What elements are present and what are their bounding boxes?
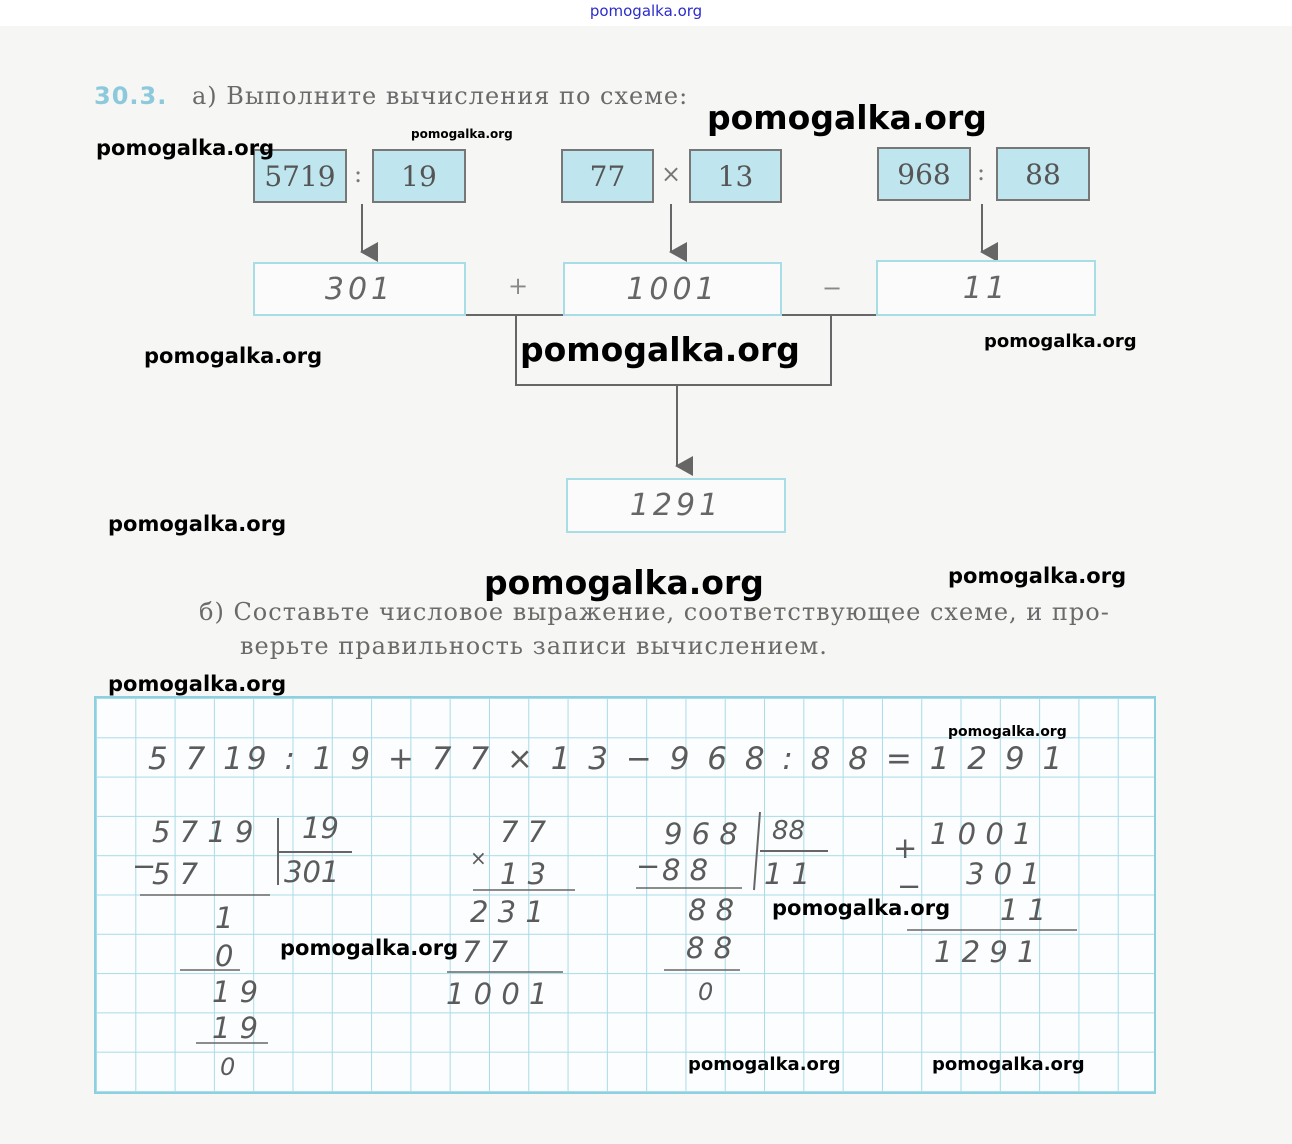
watermark: pomogalka.org — [411, 127, 513, 141]
addsub-b: 3 0 1 — [966, 857, 1040, 891]
div2-step-1: 8 8 — [662, 853, 709, 887]
watermark: pomogalka.org — [948, 724, 1067, 740]
result-box-1001: 1001 — [563, 262, 782, 316]
final-result-box: 1291 — [566, 478, 786, 533]
part-b-line2: верьте правильность записи вычислением. — [240, 632, 828, 660]
box-88: 88 — [996, 147, 1090, 201]
watermark: pomogalka.org — [688, 1054, 841, 1075]
div1-dividend: 5 7 1 9 — [152, 815, 254, 849]
watermark: pomogalka.org — [484, 563, 764, 602]
site-link[interactable]: pomogalka.org — [589, 2, 703, 20]
problem-number: 30.3. — [94, 82, 168, 110]
expression-line: 5 7 19 : 1 9 + 7 7 × 1 3 − 9 6 8 : 8 8 = 1 2 9 1 — [148, 741, 1067, 777]
watermark: pomogalka.org — [520, 330, 800, 369]
addsub-c: 1 1 — [1000, 893, 1047, 927]
mult-sign: × — [470, 846, 487, 870]
mult-b: 1 3 — [500, 857, 547, 891]
result-box-301: 301 — [253, 262, 466, 316]
part-b-line1: б) Составьте числовое выражение, соответствующее схеме, и про- — [199, 598, 1110, 626]
addsub-minus: − — [897, 869, 922, 903]
watermark: pomogalka.org — [707, 98, 987, 137]
addsub-a: 1 0 0 1 — [930, 817, 1032, 851]
watermark: pomogalka.org — [772, 896, 951, 920]
watermark: pomogalka.org — [96, 136, 275, 160]
div2-dividend: 9 6 8 — [664, 817, 738, 851]
watermark: pomogalka.org — [280, 936, 459, 960]
watermark: pomogalka.org — [932, 1054, 1085, 1075]
div1-step-2: 1 — [215, 901, 234, 935]
minus-sign: − — [822, 274, 843, 302]
plus-sign: + — [508, 272, 529, 300]
watermark: pomogalka.org — [144, 344, 323, 368]
result-box-11: 11 — [876, 260, 1096, 316]
box-968: 968 — [877, 147, 971, 201]
div1-step-5: 1 9 — [212, 1011, 259, 1045]
watermark: pomogalka.org — [108, 672, 287, 696]
box-5719: 5719 — [253, 149, 347, 203]
div1-step-6: 0 — [220, 1053, 236, 1081]
div1-quotient: 301 — [284, 855, 340, 889]
multiply-sign: × — [661, 160, 682, 188]
div2-minus: − — [636, 849, 661, 883]
div2-quotient: 1 1 — [764, 857, 811, 891]
addsub-result: 1 2 9 1 — [934, 935, 1036, 969]
div1-step-4: 1 9 — [212, 975, 259, 1009]
box-77: 77 — [561, 149, 654, 203]
divide-sign-2: : — [977, 158, 986, 186]
div1-step-1: 5 7 — [152, 857, 199, 891]
div1-step-3: 0 — [215, 939, 234, 973]
mult-partial-2: 7 7 — [462, 935, 509, 969]
div2-divisor: 88 — [772, 816, 806, 846]
part-a-text: а) Выполните вычисления по схеме: — [192, 82, 689, 110]
watermark: pomogalka.org — [108, 512, 287, 536]
box-13: 13 — [689, 149, 782, 203]
div2-step-3: 8 8 — [686, 931, 733, 965]
addsub-plus: + — [893, 831, 918, 865]
box-19: 19 — [372, 149, 466, 203]
mult-a: 7 7 — [500, 815, 547, 849]
div1-divisor: 19 — [302, 811, 339, 845]
watermark: pomogalka.org — [948, 564, 1127, 588]
mult-partial-1: 2 3 1 — [470, 895, 544, 929]
watermark: pomogalka.org — [984, 331, 1137, 352]
mult-result: 1 0 0 1 — [446, 977, 548, 1011]
div2-step-4: 0 — [698, 978, 714, 1006]
divide-sign-1: : — [354, 160, 363, 188]
div1-minus: − — [132, 849, 157, 883]
div2-step-2: 8 8 — [688, 893, 735, 927]
